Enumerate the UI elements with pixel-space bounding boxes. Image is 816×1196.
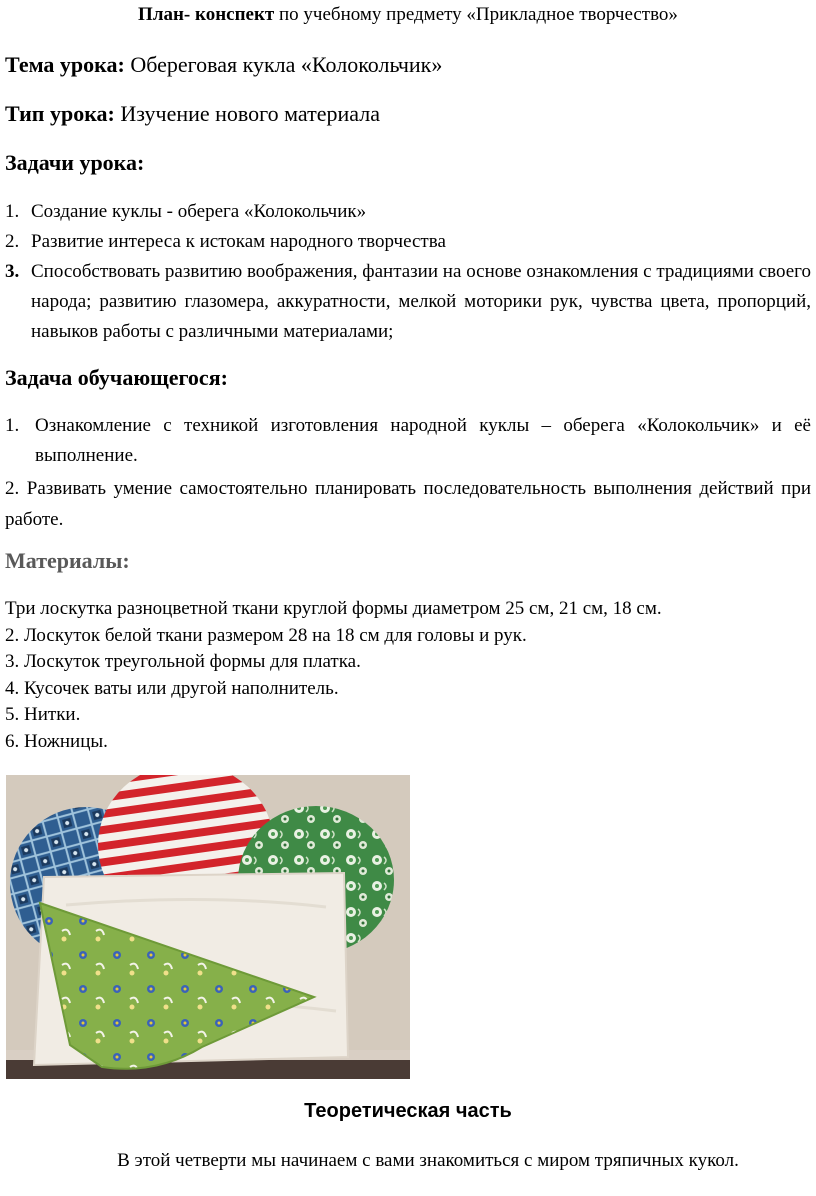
student-task-item-2: 2. Развивать умение самостоятельно планировать последовательность выполнения действий при работе. <box>5 478 811 530</box>
lesson-type-value: Изучение нового материала <box>114 101 380 126</box>
list-item <box>5 411 811 471</box>
student-task-heading <box>5 365 228 391</box>
tasks-heading-text: Задачи урока: <box>5 150 145 175</box>
tasks-list <box>5 197 811 347</box>
list-item <box>5 257 811 347</box>
list-item-number: 3. <box>5 261 20 282</box>
list-item-number: 2. <box>5 231 20 252</box>
materials-photo-illustration <box>6 775 410 1079</box>
list-item: 2. Лоскуток белой ткани размером 28 на 18 см для головы и рук. <box>5 624 527 646</box>
materials-heading: Материалы: <box>5 548 130 573</box>
materials-photo <box>6 775 410 1079</box>
materials-list <box>5 596 662 755</box>
student-task-heading-text: Задача обучающегося: <box>5 365 228 390</box>
lesson-type <box>5 101 380 127</box>
list-item-text: Развитие интереса к истокам народного творчества <box>31 231 446 252</box>
list-item: 3. Лоскуток треугольной формы для платка. <box>5 651 361 672</box>
document-title-bold: План- конспект <box>138 4 275 25</box>
list-item-text: Создание куклы - оберега «Колокольчик» <box>31 201 367 222</box>
list-item: 4. Кусочек ваты или другой наполнитель. <box>5 677 339 699</box>
list-item: 6. Ножницы. <box>5 730 108 752</box>
list-item: 5. Нитки. <box>5 704 81 725</box>
list-item-text: Ознакомление с техникой изготовления народной куклы – оберега «Колокольчик» и её выполнение. <box>35 415 811 466</box>
list-item-number: 1. <box>5 201 20 222</box>
theory-heading: Теоретическая часть <box>304 1100 512 1122</box>
theory-intro-text: В этой четверти мы начинаем с вами знакомиться с миром тряпичных кукол. <box>117 1150 739 1171</box>
tasks-heading <box>5 150 144 176</box>
lesson-topic <box>5 52 442 78</box>
list-item <box>5 197 811 227</box>
list-item-number: 1. <box>5 415 20 436</box>
list-item-text: Способствовать развитию воображения, фантазии на основе ознакомления с традициями своего народа; развитию глазомера, аккуратности, мелкой моторики рук, чувства цвета, пропорций, навыков работы с различными материалами; <box>31 261 811 342</box>
document-title-rest: по учебному предмету «Прикладное творчество» <box>274 4 678 25</box>
lesson-type-label: Тип урока: <box>5 101 115 126</box>
list-item: Три лоскутка разноцветной ткани круглой формы диаметром 25 см, 21 см, 18 см. <box>5 598 662 619</box>
document-title <box>0 4 816 26</box>
list-item <box>5 227 811 257</box>
lesson-topic-value: Обереговая кукла «Колокольчик» <box>124 52 443 77</box>
lesson-topic-label: Тема урока: <box>5 52 125 77</box>
student-task-list <box>5 411 811 535</box>
